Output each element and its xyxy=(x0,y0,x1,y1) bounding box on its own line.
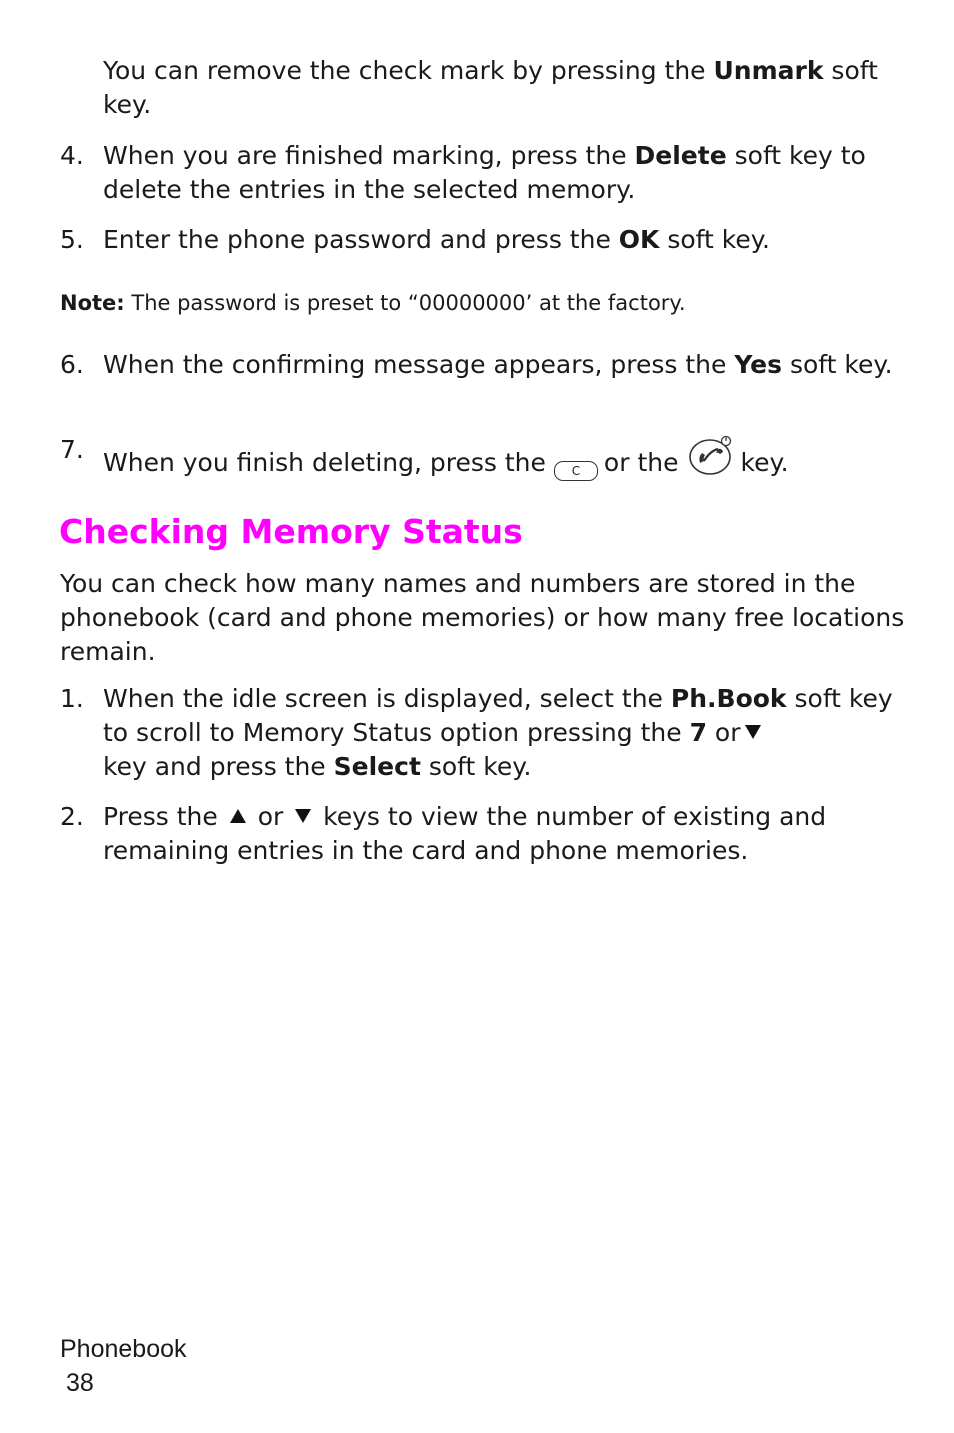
step-text: Press the or keys to view the number of existing and remaining entries in the card and phone memories. xyxy=(103,802,827,865)
intro-text-end: soft key. xyxy=(103,56,878,119)
step-text: Enter the phone password and press the OK soft key. xyxy=(103,225,770,254)
page-number: 38 xyxy=(66,1369,94,1397)
unmark-key-name: Unmark xyxy=(713,56,824,85)
up-arrow-icon xyxy=(230,809,246,823)
end-power-key-icon xyxy=(688,433,734,477)
step-number: 1. xyxy=(60,684,84,713)
ok-key-name: OK xyxy=(618,225,660,254)
delete-key-name: Delete xyxy=(634,141,727,170)
footer-section-name: Phonebook xyxy=(60,1335,187,1363)
step-number: 6. xyxy=(60,350,84,379)
note xyxy=(60,288,910,318)
yes-key-name: Yes xyxy=(734,350,783,379)
note-text: The password is preset to “00000000’ at the factory. xyxy=(124,291,686,315)
clear-key-icon: C xyxy=(554,461,598,481)
section-heading: Checking Memory Status xyxy=(59,512,523,551)
step-number: 2. xyxy=(60,802,84,831)
phbook-key-name: Ph.Book xyxy=(670,684,787,713)
page-footer xyxy=(60,1332,187,1400)
down-arrow-icon xyxy=(745,725,761,739)
select-key-name: Select xyxy=(333,752,421,781)
seven-key-name: 7 xyxy=(689,718,707,747)
step-text: When the idle screen is displayed, select the Ph.Book soft key to scroll to Memory Status option pressing the 7 or key and press the Select soft key. xyxy=(103,684,893,781)
intro-paragraph xyxy=(103,54,903,122)
step-text: When you finish deleting, press the C or the key. xyxy=(103,433,903,481)
step-number: 7. xyxy=(60,435,84,464)
down-arrow-icon xyxy=(295,809,311,823)
intro-text: You can remove the check mark by pressing the xyxy=(103,56,714,85)
step-text: When the confirming message appears, press the Yes soft key. xyxy=(103,350,893,379)
note-label: Note: xyxy=(60,291,125,315)
section-intro: You can check how many names and numbers are stored in the phonebook (card and phone memories) or how many free locations remain. xyxy=(60,569,905,666)
step-number: 5. xyxy=(60,225,84,254)
step-number: 4. xyxy=(60,141,84,170)
step-text: When you are finished marking, press the Delete soft key to delete the entries in the selected memory. xyxy=(103,141,866,204)
